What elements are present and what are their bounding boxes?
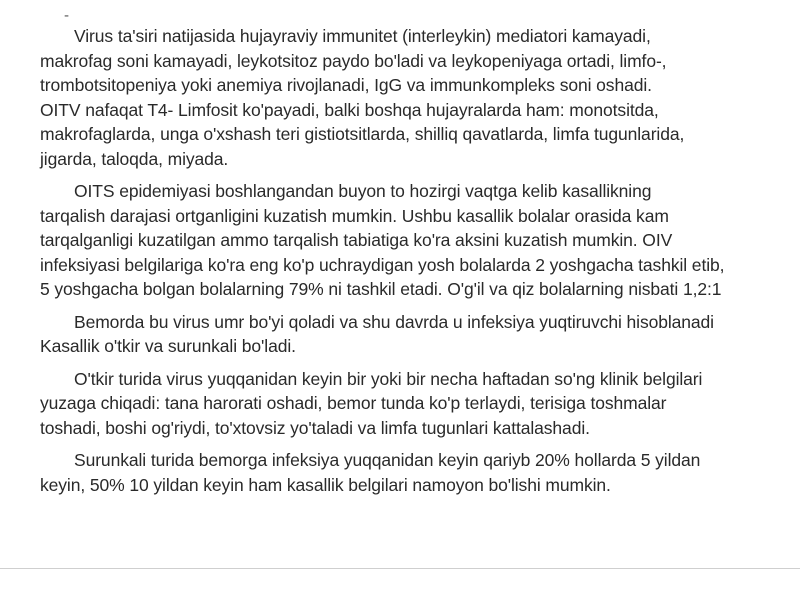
text-line: infeksiyasi belgilariga ko'ra eng ko'p uchraydigan yosh bolalarda 2 yoshgacha tashkil etib, [40, 254, 725, 275]
text-line: tarqalganligi kuzatilgan ammo tarqalish tabiatiga ko'ra aksini kuzatish mumkin. OIV [40, 230, 673, 250]
text-line: Kasallik o'tkir va surunkali bo'ladi. [40, 336, 296, 356]
page-bottom-rule [0, 568, 800, 569]
text-line: makrofaglarda, unga o'xshash teri gistiotsitlarda, shilliq qavatlarda, limfa tugunlarida, [40, 124, 685, 144]
paragraph-5 [40, 448, 790, 497]
body-text [40, 24, 790, 505]
text-line: toshadi, boshi og'riydi, to'xtovsiz yo'taladi va limfa tugunlari kattalashadi. [40, 417, 590, 438]
text-line: trombotsitopeniya yoki anemiya rivojlanadi, IgG va immunkompleks soni oshadi. [40, 75, 652, 95]
text-line: yuzaga chiqadi: tana harorati oshadi, bemor tunda ko'p terlaydi, terisiga toshmalar [40, 393, 667, 413]
text-line: Virus ta'siri natijasida hujayraviy immunitet (interleykin) mediatori kamayadi, [74, 26, 651, 46]
page-mark: - [64, 8, 70, 24]
paragraph-3 [40, 310, 790, 359]
text-line: keyin, 50% 10 yildan keyin ham kasallik belgilari namoyon bo'lishi mumkin. [40, 474, 611, 495]
text-line: Surunkali turida bemorga infeksiya yuqqanidan keyin qariyb 20% hollarda 5 yildan [74, 450, 701, 470]
paragraph-1 [40, 24, 790, 171]
text-line: OITV nafaqat T4- Limfosit ko'payadi, balki boshqa hujayralarda ham: monotsitda, [40, 99, 659, 120]
text-line: 5 yoshgacha bolgan bolalarning 79% ni tashkil etadi. O'g'il va qiz bolalarning nisbati 1,2:1 [40, 279, 722, 299]
text-line: makrofag soni kamayadi, leykotsitoz paydo bo'ladi va leykopeniyaga ortadi, limfo-, [40, 50, 667, 71]
paragraph-4 [40, 367, 790, 441]
text-line: Bemorda bu virus umr bo'yi qoladi va shu davrda u infeksiya yuqtiruvchi hisoblanadi [74, 311, 714, 332]
text-line: OITS epidemiyasi boshlangandan buyon to hozirgi vaqtga kelib kasallikning [74, 181, 652, 201]
text-line: O'tkir turida virus yuqqanidan keyin bir yoki bir necha haftadan so'ng klinik belgilari [74, 368, 703, 389]
paragraph-2 [40, 179, 790, 302]
text-line: jigarda, taloqda, miyada. [40, 148, 229, 169]
text-line: tarqalish darajasi ortganligini kuzatish mumkin. Ushbu kasallik bolalar orasida kam [40, 205, 669, 226]
